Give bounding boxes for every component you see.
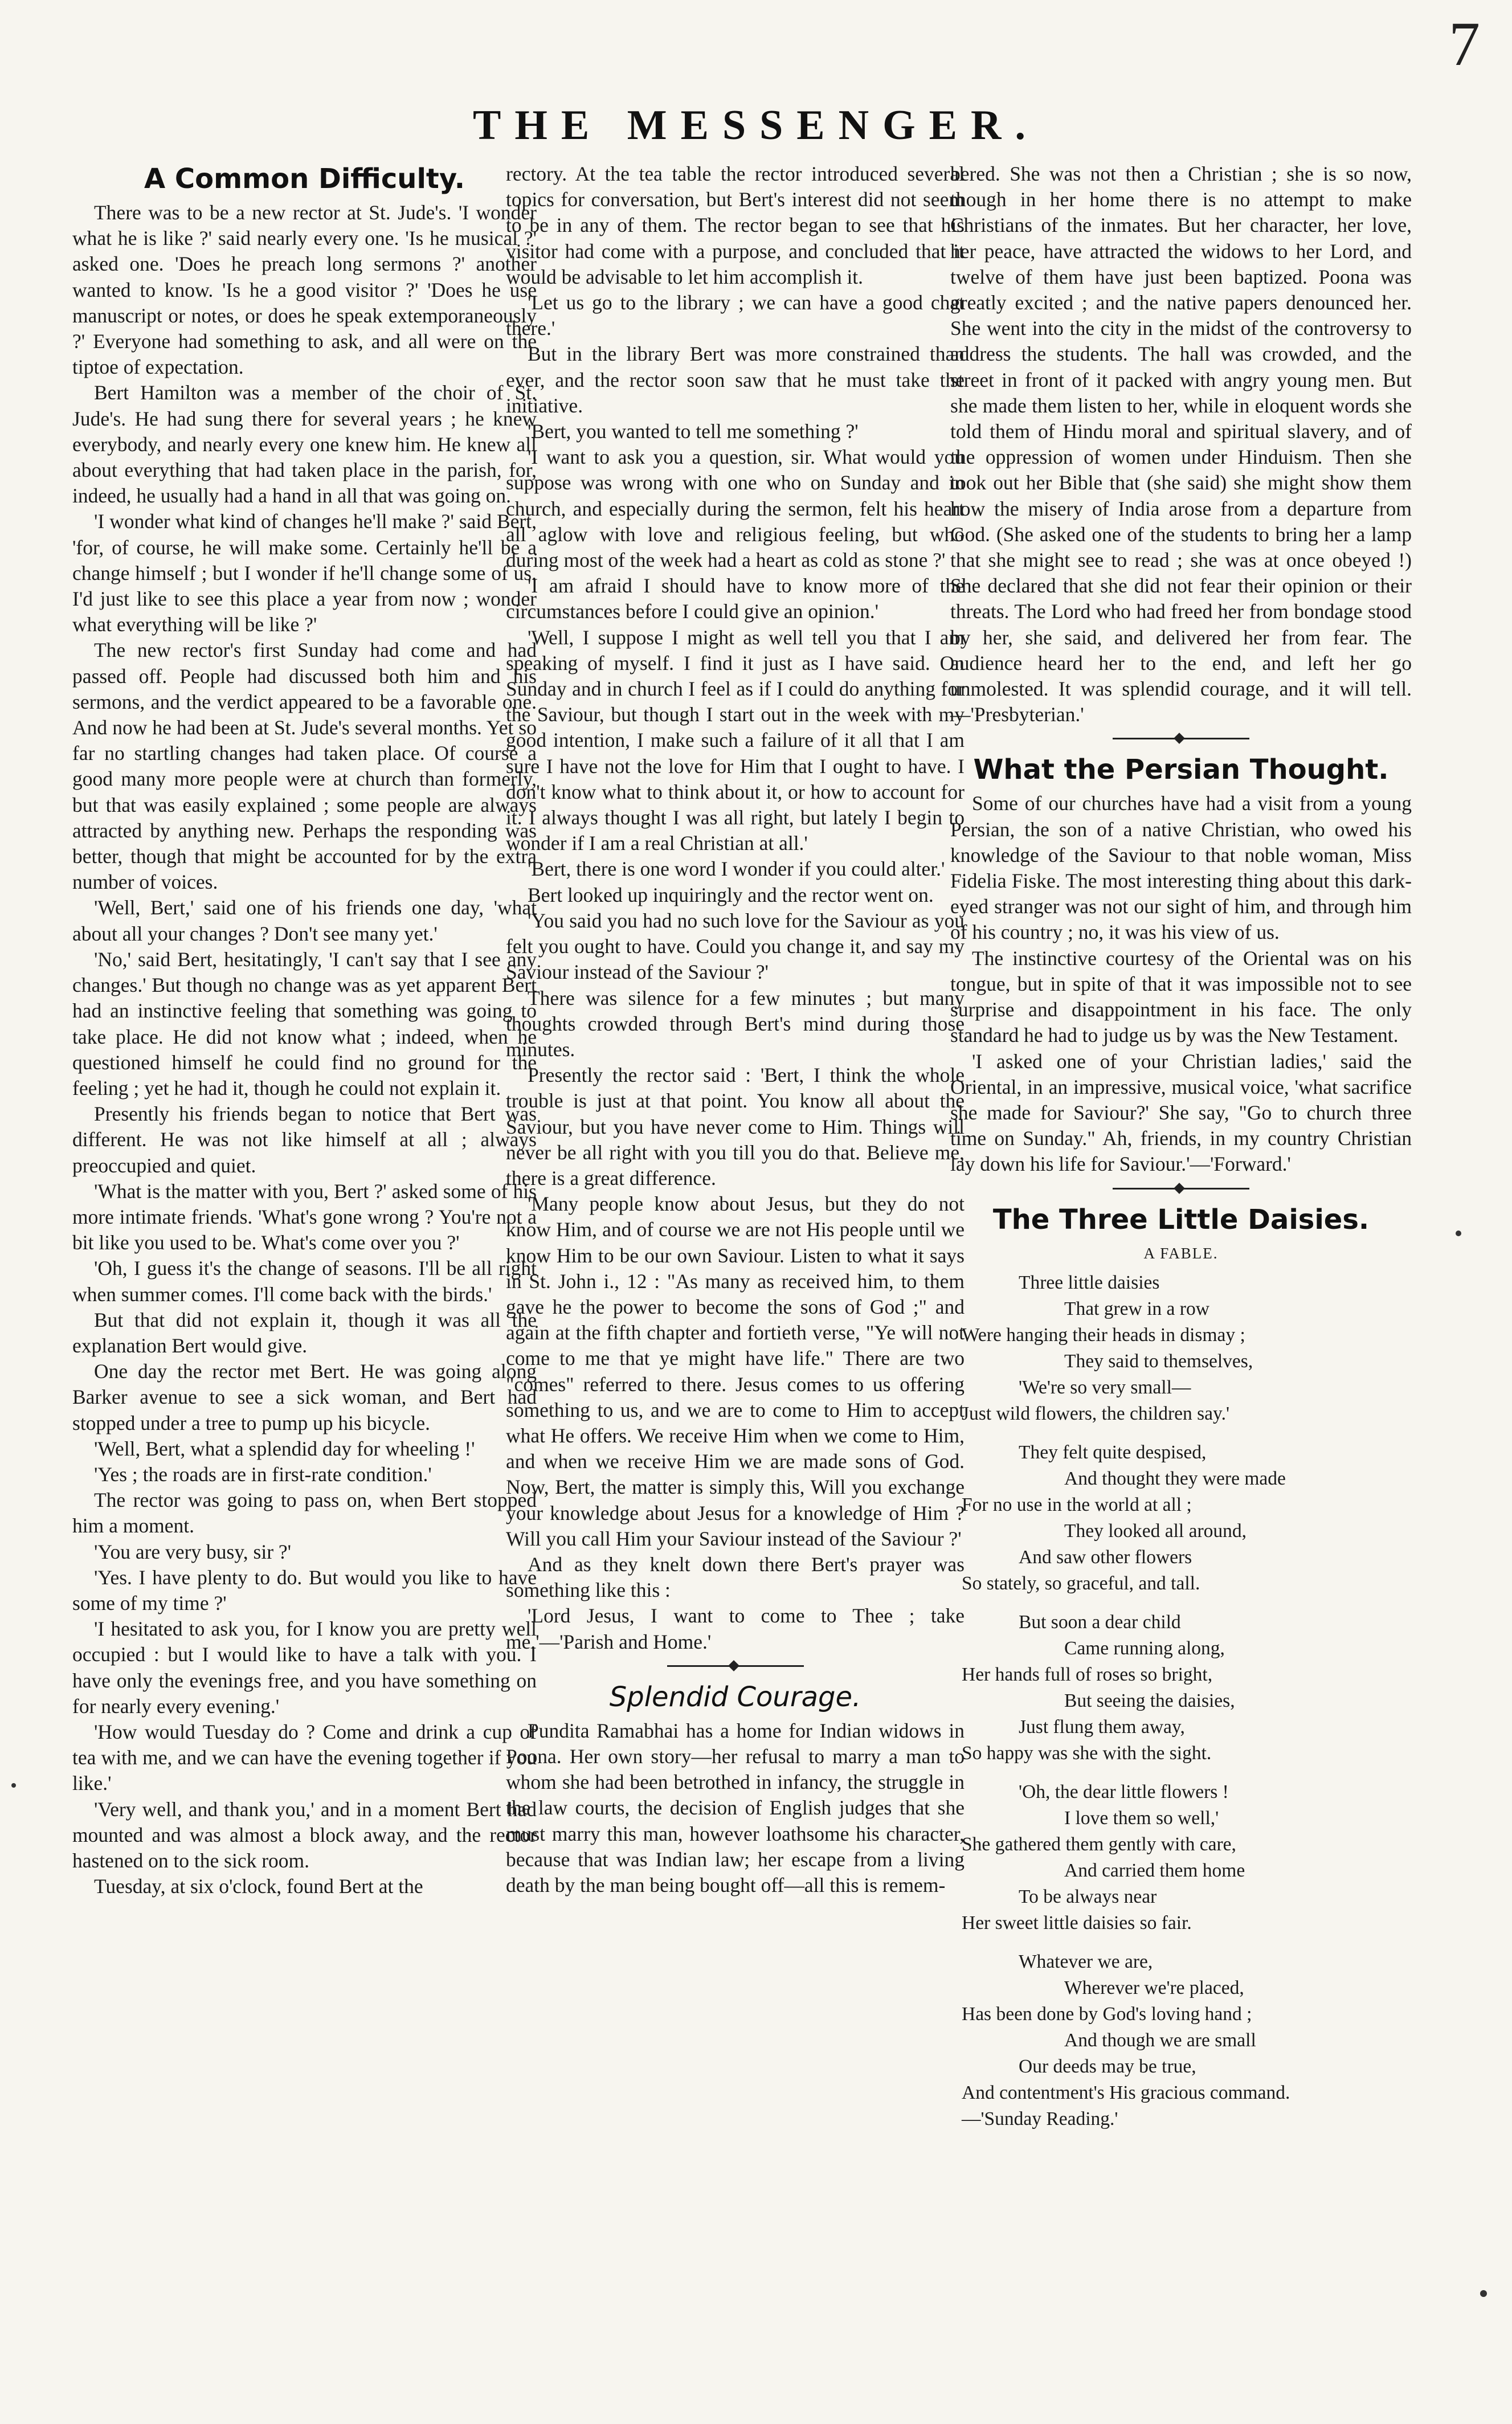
paragraph: 'Bert, you wanted to tell me something ?' [528, 420, 859, 443]
section-divider [1113, 1188, 1249, 1189]
article-continuation-common-difficulty [506, 161, 965, 1655]
poem-line: I love them so well,' [1064, 1807, 1219, 1829]
poem-line: She gathered them gently with care, [962, 1833, 1236, 1855]
paragraph: bered. She was not then a Christian ; she is so now, though in her home there is no attempt to make Christians of the inmates. But her character, her love, her peace, have attracted the widows to her Lord, and twelve of them have just been baptized. Poona was greatly excited ; and the native papers denounced her. She went into the city in the midst of the controversy to address the students. The hall was crowded, and the street in front of it packed with angry young men. But she made them listen to her, while in eloquent words she told them of Hindu moral and spiritual slavery, and of the oppression of women under Hinduism. Then she took out her Bible that (she said) she might show them how the misery of India arose from a departure from God. (She asked one of the students to bring her a lamp that she might see to read ; she was at once obeyed !) She declared that she did not fear their opinion or their threats. The Lord who had freed her from bondage stood by her, she said, and delivered her from fear. The audience heard her to the end, and left her go unmolested. It was splendid courage, and it will tell.—'Presbyterian.' [950, 162, 1412, 726]
paragraph: 'I wonder what kind of changes he'll make ?' said Bert, 'for, of course, he will make some. Certainly he'll be a change himself ; but I wonder if he'll change some of us. I'd just like to see this place a year from now ; wonder what everything will be like ?' [72, 510, 537, 636]
column-2 [506, 161, 965, 1898]
column-3 [950, 161, 1412, 2145]
paragraph: 'You are very busy, sir ?' [94, 1540, 292, 1563]
poem-line: They looked all around, [1064, 1520, 1247, 1542]
print-speck [1480, 2290, 1487, 2297]
poem-line: And saw other flowers [1019, 1546, 1192, 1568]
poem-daisies [950, 1270, 1412, 2132]
poem-line: —'Sunday Reading.' [962, 2108, 1118, 2129]
paragraph: There was to be a new rector at St. Jude's. 'I wonder what he is like ?' said nearly every one. 'Is he musical ?' asked one. 'Does he preach long sermons ?' another wanted to know. 'Is he a good visitor ?' 'Does he use manuscript or notes, or does he speak extemporaneously ?' Everyone had something to ask, and all were on the tiptoe of expectation. [72, 201, 537, 379]
column-1 [72, 161, 537, 1899]
poem-stanza [950, 1949, 1412, 2132]
poem-stanza [950, 1609, 1412, 1767]
paragraph: Presently the rector said : 'Bert, I think the whole trouble is just at that point. You know all about the Saviour, but you have never come to Him. Things will never be all right with you till you do that. Believe me, there is a great difference. [506, 1064, 965, 1189]
paragraph: 'Many people know about Jesus, but they do not know Him, and of course we are not His people until we know Him to be our own Saviour. Listen to what it says in St. John i., 12 : "As many as received him, to them gave he the power to become the sons of God ;" and again at the fifth chapter and fortieth verse, "Ye will not come to me that ye might have life." There are two "comes" referred to there. Jesus comes to us offering something to us, and we are to come to Him to accept what He offers. We receive Him when we come to Him, and when we receive Him we are made sons of God. Now, Bert, the matter is simply this, Will you exchange your knowledge about Jesus for a knowledge of Him ? Will you call Him your Saviour instead of the Saviour ?' [506, 1192, 965, 1550]
paragraph: 'Well, Bert, what a splendid day for wheeling !' [94, 1437, 475, 1460]
paragraph: 'No,' said Bert, hesitatingly, 'I can't say that I see any changes.' But though no change was as yet apparent Bert had an instinctive feeling that something was going to take place. He did not know what ; indeed, when he questioned himself he could find no ground for the feeling ; yet he had it, though he could not explain it. [72, 947, 537, 1099]
poem-line: That grew in a row [1064, 1298, 1209, 1319]
article-title-splendid-courage: Splendid Courage. [609, 1681, 861, 1713]
poem-line: 'Oh, the dear little flowers ! [1019, 1781, 1229, 1802]
paragraph: 'You said you had no such love for the Saviour as you felt you ought to have. Could you change it, and say my Saviour instead of the Saviour ?' [506, 909, 965, 984]
poem-subtitle: A FABLE. [1143, 1244, 1219, 1262]
paragraph: 'What is the matter with you, Bert ?' asked some of his more intimate friends. 'What's gone wrong ? You're not a bit like you used to be. What's come over you ?' [72, 1179, 537, 1254]
poem-line: They said to themselves, [1064, 1350, 1253, 1372]
article-body-persian [950, 791, 1412, 1177]
paragraph: rectory. At the tea table the rector introduced several topics for conversation, but Bert's interest did not seem to be in any of them. The rector began to see that his visitor had come with a purpose, and concluded that it would be advisable to let him accomplish it. [506, 162, 965, 288]
poem-line: Came running along, [1064, 1637, 1225, 1659]
paragraph: There was silence for a few minutes ; but many thoughts crowded through Bert's mind during those minutes. [506, 986, 965, 1061]
poem-line: And contentment's His gracious command. [962, 2082, 1290, 2103]
poem-stanza [950, 1779, 1412, 1936]
article-body-common-difficulty [72, 200, 537, 1899]
paragraph: Tuesday, at six o'clock, found Bert at the [94, 1875, 423, 1898]
poem-line: So happy was she with the sight. [962, 1742, 1212, 1764]
paragraph: 'Lord Jesus, I want to come to Thee ; take me.'—'Parish and Home.' [506, 1604, 965, 1653]
poem-line: Whatever we are, [1019, 1951, 1153, 1972]
paragraph: But in the library Bert was more constrained than ever, and the rector soon saw that he must take the initiative. [506, 342, 965, 417]
paragraph: But that did not explain it, though it was all the explanation Bert would give. [72, 1308, 537, 1357]
section-divider [667, 1665, 804, 1667]
masthead: THE MESSENGER. [473, 102, 1039, 149]
poem-stanza [950, 1270, 1412, 1427]
paragraph: 'Let us go to the library ; we can have a good chat there.' [506, 291, 965, 340]
page-number: 7 [1449, 9, 1480, 79]
print-speck [1456, 1231, 1461, 1236]
poem-line: For no use in the world at all ; [962, 1494, 1192, 1515]
poem-line: Has been done by God's loving hand ; [962, 2003, 1252, 2025]
article-continuation-splendid-courage [950, 161, 1412, 727]
paragraph: 'I asked one of your Christian ladies,' said the Oriental, in an impressive, musical voice, 'what sacrifice she made for Saviour?' She say, "Go to church three time on Sunday." Ah, friends, in my country Christian lay down his life for Saviour.'—'Forward.' [950, 1049, 1412, 1176]
poem-line: Her hands full of roses so bright, [962, 1663, 1213, 1685]
paragraph: 'Yes. I have plenty to do. But would you like to have some of my time ?' [72, 1565, 537, 1614]
poem-line: But seeing the daisies, [1064, 1690, 1235, 1711]
paragraph: Pundita Ramabhai has a home for Indian widows in Poona. Her own story—her refusal to marry a man to whom she had been betrothed in infancy, the struggle in the law courts, the decision of English judges that she must marry this man, however loathsome his character, because that was Indian law; her escape from a living death by the man being bought off—all this is remem- [506, 1719, 965, 1896]
paragraph: Bert Hamilton was a member of the choir of St. Jude's. He had sung there for several years ; he knew everybody, and nearly every one knew him. He knew all about everything that had taken place in the parish, for, indeed, he usually had a hand in all that was going on. [72, 381, 537, 508]
poem-line: But soon a dear child [1019, 1611, 1181, 1633]
article-title-common-difficulty: A Common Difficulty. [144, 163, 465, 195]
poem-line: Her sweet little daisies so fair. [962, 1912, 1192, 1934]
paragraph: 'Well, I suppose I might as well tell you that I am speaking of myself. I find it just as I have said. On Sunday and in church I feel as if I could do anything for the Saviour, but though I start out in the week with my good intention, I make such a failure of it all that I am sure I have not the love for Him that I ought to have. I don't know what to think about it, or how to account for it. I always thought I was all right, but lately I begin to wonder if I am a real Christian at all.' [506, 626, 965, 855]
poem-line: So stately, so graceful, and tall. [962, 1572, 1200, 1594]
poem-line: Our deeds may be true, [1019, 2055, 1196, 2077]
paragraph: 'Very well, and thank you,' and in a moment Bert had mounted and was almost a block away, and the rector hastened on to the sick room. [72, 1797, 537, 1872]
paragraph: The instinctive courtesy of the Oriental was on his tongue, but in spite of that it was impossible not to see surprise and disappointment in his face. The only standard he had to judge us by was the New Testament. [950, 946, 1412, 1047]
paragraph: One day the rector met Bert. He was going along Barker avenue to see a sick woman, and Bert had stopped under a tree to pump up his bicycle. [72, 1360, 537, 1434]
paragraph: Some of our churches have had a visit from a young Persian, the son of a native Christian, who owed his knowledge of the Saviour to that noble woman, Miss Fidelia Fiske. The most interesting thing about this dark-eyed stranger was not our sight of him, and through him of his country ; no, it was his view of us. [950, 792, 1412, 944]
paragraph: And as they knelt down there Bert's prayer was something like this : [506, 1552, 965, 1602]
paragraph: Presently his friends began to notice that Bert was different. He was not like himself at all ; always preoccupied and quiet. [72, 1102, 537, 1177]
paragraph: 'I want to ask you a question, sir. What would you suppose was wrong with one who on Sunday and in church, and especially during the sermon, felt his heart all aglow with love and religious feeling, but who during most of the week had a heart as cold as stone ?' [506, 445, 965, 572]
poem-line: Just wild flowers, the children say.' [962, 1403, 1229, 1424]
poem-line: They felt quite despised, [1019, 1441, 1207, 1463]
paragraph: The new rector's first Sunday had come and had passed off. People had discussed both him and his sermons, and the verdict appeared to be a favorable one. And now he had been at St. Jude's several months. Yet so far no startling changes had taken place. Of course a good many more people were at church than formerly, but that was easily explained ; some people are always attracted by anything new. Perhaps the responding was better, though that might be accounted for by the extra number of voices. [72, 639, 537, 894]
paragraph: 'I am afraid I should have to know more of the circumstances before I could give an opinion.' [506, 574, 965, 623]
poem-line: To be always near [1019, 1886, 1157, 1907]
poem-stanza [950, 1440, 1412, 1597]
poem-line: And thought they were made [1064, 1468, 1286, 1489]
poem-line: And carried them home [1064, 1859, 1245, 1881]
paragraph: 'Bert, there is one word I wonder if you could alter.' [528, 857, 945, 881]
poem-line: And though we are small [1064, 2029, 1256, 2051]
poem-line: Just flung them away, [1019, 1716, 1185, 1738]
article-title-daisies: The Three Little Daisies. [992, 1203, 1370, 1236]
poem-line: Were hanging their heads in dismay ; [962, 1324, 1245, 1346]
poem-line: Wherever we're placed, [1064, 1977, 1244, 1998]
paragraph: 'I hesitated to ask you, for I know you are pretty well occupied : but I would like to have a talk with you. I have only the evenings free, and you have something on for nearly every evening.' [72, 1617, 537, 1718]
paragraph: 'Well, Bert,' said one of his friends one day, 'what about all your changes ? Don't see many yet.' [72, 896, 537, 945]
paragraph: 'Oh, I guess it's the change of seasons. I'll be all right when summer comes. I'll come back with the birds.' [72, 1257, 537, 1306]
poem-line: 'We're so very small— [1019, 1376, 1191, 1398]
paragraph: The rector was going to pass on, when Bert stopped him a moment. [72, 1489, 537, 1538]
article-title-persian: What the Persian Thought. [973, 754, 1389, 786]
paragraph: 'How would Tuesday do ? Come and drink a cup of tea with me, and we can have the evening together if you like.' [72, 1720, 537, 1795]
article-body-splendid-courage [506, 1718, 965, 1898]
section-divider [1113, 738, 1249, 739]
paragraph: Bert looked up inquiringly and the rector went on. [528, 883, 934, 906]
poem-line: Three little daisies [1019, 1272, 1160, 1293]
paragraph: 'Yes ; the roads are in first-rate condition.' [94, 1462, 432, 1486]
print-speck [11, 1783, 16, 1788]
